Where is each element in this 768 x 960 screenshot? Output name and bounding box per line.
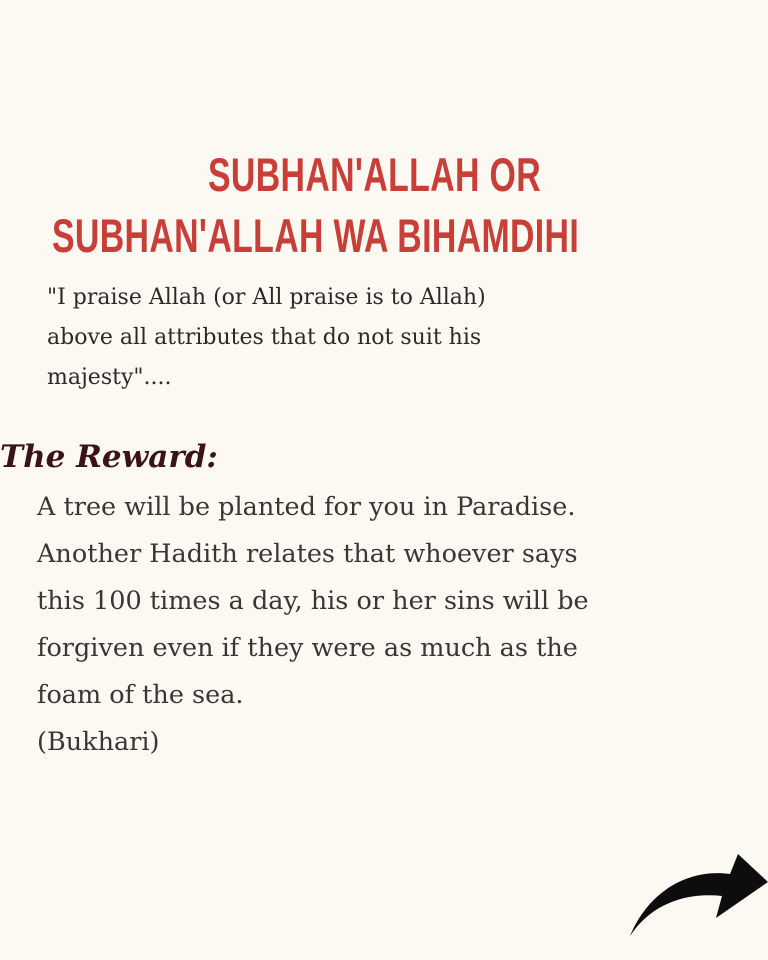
reward-line: A tree will be planted for you in Paradise. <box>37 492 576 522</box>
meaning-text <box>47 278 687 398</box>
reward-line: forgiven even if they were as much as the <box>37 633 578 663</box>
title-line-1: SUBHAN'ALLAH OR <box>208 148 542 201</box>
reward-heading: The Reward: <box>0 439 218 475</box>
reward-text <box>37 484 762 766</box>
reward-line: foam of the sea. <box>37 680 244 710</box>
meaning-line: above all attributes that do not suit his <box>47 325 482 350</box>
title-line-2: SUBHAN'ALLAH WA BIHAMDIHI <box>52 209 580 262</box>
reward-line: (Bukhari) <box>37 727 160 757</box>
reward-line: this 100 times a day, his or her sins will be <box>37 586 589 616</box>
meaning-line: "I praise Allah (or All praise is to Allah) <box>47 285 486 310</box>
curved-arrow-right-icon <box>626 852 768 942</box>
meaning-line: majesty".... <box>47 365 172 390</box>
reward-line: Another Hadith relates that whoever says <box>37 539 578 569</box>
next-page-button[interactable] <box>626 852 768 942</box>
